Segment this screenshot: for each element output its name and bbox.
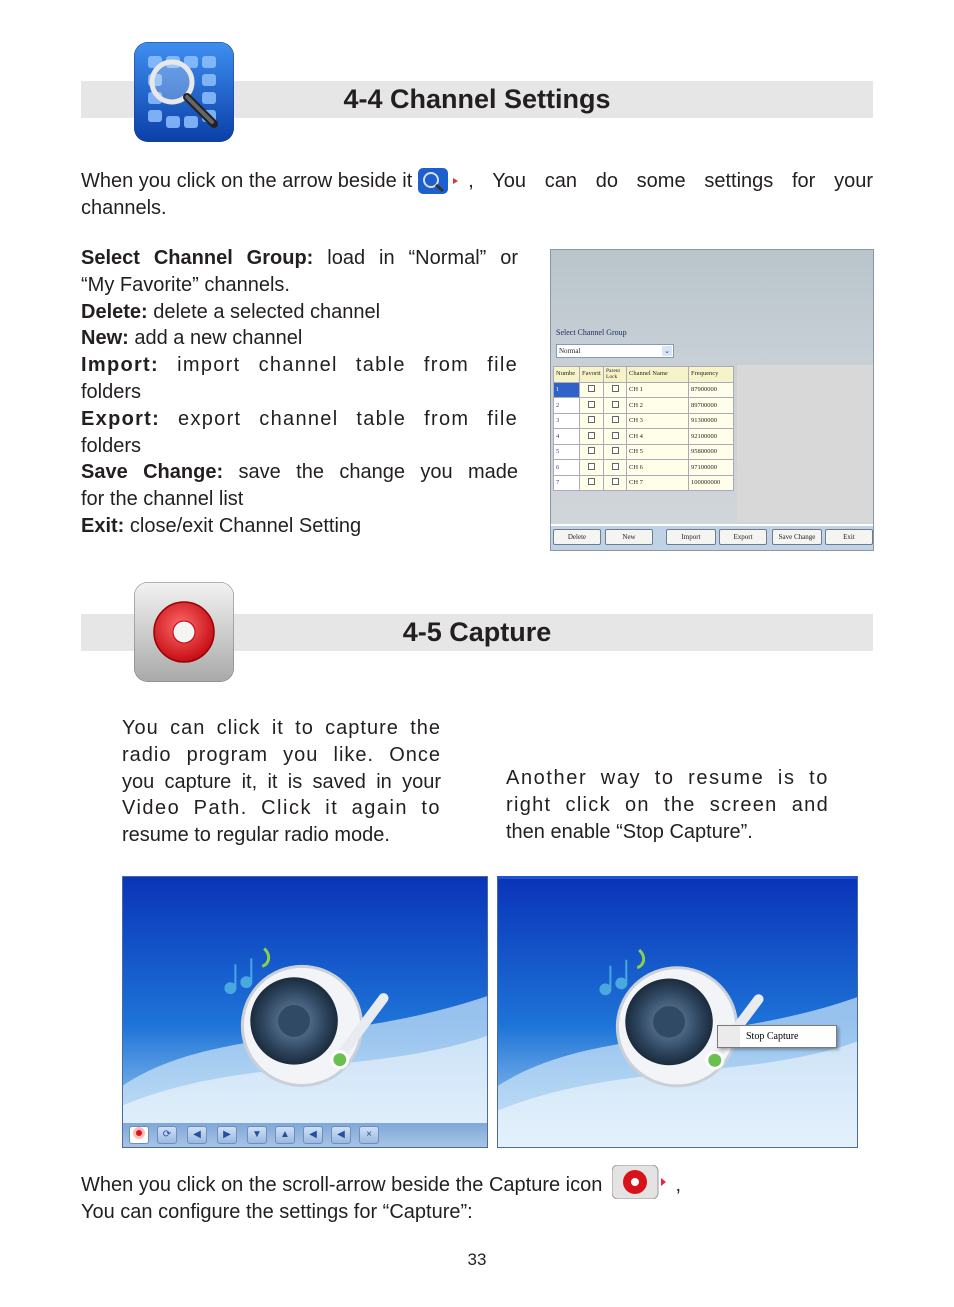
mute-icon[interactable]: ×	[359, 1126, 379, 1144]
table-row[interactable]	[554, 413, 734, 429]
parent-lock-checkbox[interactable]	[604, 413, 627, 429]
stop-capture-menu-item[interactable]: Stop Capture	[746, 1031, 799, 1042]
volume-down-icon[interactable]: ◀	[303, 1126, 323, 1144]
intro-text-before: When you click on the arrow beside it	[81, 170, 413, 192]
def-exit: Exit: close/exit Channel Setting	[81, 514, 362, 537]
capture-left-line: You can click it to capture the	[122, 717, 441, 739]
exit-button[interactable]: Exit	[825, 529, 873, 545]
def-new: New: add a new channel	[81, 327, 303, 350]
frequency-cell[interactable]: 95800000	[689, 444, 734, 460]
def-select-group: Select Channel Group: load in “Normal” or	[81, 247, 519, 269]
favorite-checkbox[interactable]	[580, 429, 604, 445]
parent-lock-checkbox[interactable]	[604, 429, 627, 445]
channel-name-cell[interactable]: CH 4	[627, 429, 689, 445]
channel-name-cell[interactable]: CH 6	[627, 460, 689, 476]
def-import-cont: folders	[81, 380, 142, 403]
capture-record-icon	[134, 582, 234, 682]
favorite-checkbox[interactable]	[580, 398, 604, 414]
row-number: 5	[554, 444, 580, 460]
channel-name-cell[interactable]: CH 3	[627, 413, 689, 429]
select-channel-group-label: Select Channel Group	[556, 328, 627, 337]
favorite-checkbox[interactable]	[580, 444, 604, 460]
chevron-down-icon[interactable]: ⌄	[662, 346, 672, 356]
volume-up-icon[interactable]: ◀	[331, 1126, 351, 1144]
radio-player-background	[123, 877, 487, 1147]
channel-window-footer	[551, 524, 873, 550]
capture-small-icon	[612, 1171, 668, 1197]
capture-left-paragraph	[122, 715, 441, 849]
footer-text-after: ,	[675, 1174, 682, 1196]
capture-screenshot-context-menu	[497, 876, 858, 1148]
col-frequency[interactable]: Frequency	[689, 367, 734, 383]
channel-group-value: Normal	[559, 347, 581, 355]
table-row[interactable]	[554, 444, 734, 460]
import-button[interactable]: Import	[666, 529, 716, 545]
channel-table	[553, 366, 734, 491]
def-save-change: Save Change: save the change you made	[81, 461, 518, 484]
previous-channel-icon[interactable]: ◀	[187, 1126, 207, 1144]
table-row[interactable]	[554, 460, 734, 476]
export-button[interactable]: Export	[719, 529, 767, 545]
definitions-list	[81, 245, 518, 540]
next-channel-icon[interactable]: ▶	[217, 1126, 237, 1144]
channel-up-icon[interactable]: ▲	[275, 1126, 295, 1144]
channel-name-cell[interactable]: CH 7	[627, 475, 689, 491]
channel-settings-small-icon	[418, 168, 462, 194]
channel-settings-window	[550, 249, 874, 551]
capture-right-line: Another way to resume is to	[506, 767, 829, 789]
frequency-cell[interactable]: 97100000	[689, 460, 734, 476]
channel-group-select[interactable]	[556, 344, 674, 358]
delete-button[interactable]: Delete	[553, 529, 601, 545]
def-save-change-cont: for the channel list	[81, 488, 244, 511]
channel-table-header	[554, 367, 734, 383]
def-import: Import: import channel table from file	[81, 354, 518, 377]
parent-lock-checkbox[interactable]	[604, 475, 627, 491]
intro-paragraph	[81, 168, 873, 222]
capture-right-line: right click on the screen and	[506, 793, 829, 816]
row-number: 7	[554, 475, 580, 491]
capture-record-icon[interactable]	[129, 1126, 149, 1144]
capture-left-line: radio program you like. Once	[122, 743, 441, 766]
parent-lock-checkbox[interactable]	[604, 382, 627, 398]
context-menu	[717, 1025, 837, 1048]
favorite-checkbox[interactable]	[580, 413, 604, 429]
row-number: 6	[554, 460, 580, 476]
col-favorite[interactable]: Favorit	[580, 367, 604, 383]
favorite-checkbox[interactable]	[580, 475, 604, 491]
def-delete: Delete: delete a selected channel	[81, 300, 381, 323]
capture-right-paragraph	[506, 765, 829, 845]
channel-search-icon	[134, 42, 234, 142]
radio-player-background	[498, 879, 857, 1147]
frequency-cell[interactable]: 92100000	[689, 429, 734, 445]
def-export-cont: folders	[81, 434, 142, 457]
capture-right-line: then enable “Stop Capture”.	[506, 820, 753, 843]
frequency-cell[interactable]: 100000000	[689, 475, 734, 491]
frequency-cell[interactable]: 89700000	[689, 398, 734, 414]
col-number[interactable]: Numbe	[554, 367, 580, 383]
row-number: 1	[554, 382, 580, 398]
parent-lock-checkbox[interactable]	[604, 444, 627, 460]
def-select-group-cont: “My Favorite” channels.	[81, 273, 290, 296]
parent-lock-checkbox[interactable]	[604, 398, 627, 414]
capture-screenshot-toolbar	[122, 876, 488, 1148]
save-change-button[interactable]: Save Change	[772, 529, 822, 545]
capture-left-line: resume to regular radio mode.	[122, 824, 390, 847]
channel-name-cell[interactable]: CH 1	[627, 382, 689, 398]
table-empty-area	[737, 365, 873, 522]
player-toolbar	[123, 1123, 487, 1147]
channel-down-icon[interactable]: ▼	[247, 1126, 267, 1144]
section-title: 4-5 Capture	[402, 617, 552, 647]
table-row[interactable]	[554, 475, 734, 491]
context-menu-gutter	[718, 1026, 740, 1047]
def-export: Export: export channel table from file	[81, 407, 518, 430]
channel-name-cell[interactable]: CH 5	[627, 444, 689, 460]
favorite-checkbox[interactable]	[580, 460, 604, 476]
frequency-cell[interactable]: 91300000	[689, 413, 734, 429]
row-number: 4	[554, 429, 580, 445]
footer-text-line2: You can configure the settings for “Capture”:	[81, 1200, 473, 1223]
table-row[interactable]	[554, 398, 734, 414]
table-row[interactable]	[554, 429, 734, 445]
col-parent-lock[interactable]: Parent Lock	[604, 367, 627, 383]
capture-footer-paragraph	[81, 1171, 781, 1226]
intro-text-after: , You can do some settings for your	[468, 170, 873, 192]
capture-left-line: Video Path. Click it again to	[122, 797, 441, 820]
row-number: 3	[554, 413, 580, 429]
intro-text-line2: channels.	[81, 196, 167, 219]
new-button[interactable]: New	[605, 529, 653, 545]
refresh-icon[interactable]: ⟳	[157, 1126, 177, 1144]
table-row[interactable]	[554, 382, 734, 398]
parent-lock-checkbox[interactable]	[604, 460, 627, 476]
row-number: 2	[554, 398, 580, 414]
footer-text-before: When you click on the scroll-arrow beside the Capture icon	[81, 1174, 603, 1196]
col-channel-name[interactable]: Channel Name	[627, 367, 689, 383]
section-title: 4-4 Channel Settings	[343, 84, 611, 114]
favorite-checkbox[interactable]	[580, 382, 604, 398]
frequency-cell[interactable]: 87900000	[689, 382, 734, 398]
channel-name-cell[interactable]: CH 2	[627, 398, 689, 414]
page-number: 33	[467, 1250, 487, 1269]
capture-left-line: you capture it, it is saved in your	[122, 770, 441, 793]
